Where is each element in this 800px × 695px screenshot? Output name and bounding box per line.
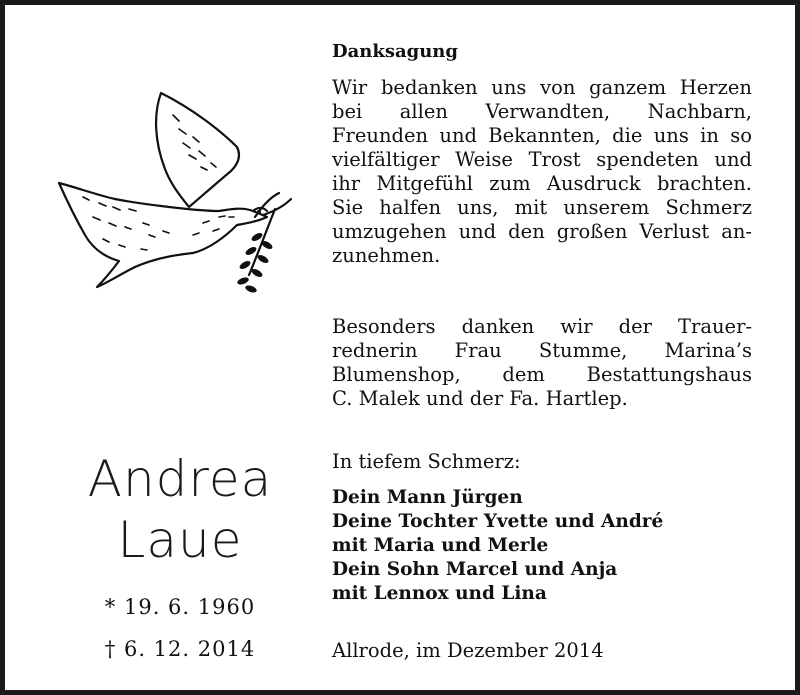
special-thanks-paragraph xyxy=(332,315,752,411)
text-line: Blumenshop, dem Bestattungshaus xyxy=(332,363,752,386)
text-line: Freunden und Bekannten, die uns in so xyxy=(332,124,752,147)
death-date: † 6. 12. 2014 xyxy=(104,637,256,661)
text-line: bei allen Verwandten, Nachbarn, xyxy=(332,100,752,123)
mourner-line: mit Maria und Merle xyxy=(332,535,549,556)
text-line: Wir bedanken uns von ganzem Herzen xyxy=(332,76,752,99)
text-line: C. Malek und der Fa. Hartlep. xyxy=(332,387,628,410)
text-line: Besonders danken wir der Trauer- xyxy=(332,315,752,338)
heading: Danksagung xyxy=(332,41,458,62)
place-date: Allrode, im Dezember 2014 xyxy=(332,639,604,662)
mourner-line: Deine Tochter Yvette und André xyxy=(332,511,664,532)
text-line: vielfältiger Weise Trost spendeten und xyxy=(332,148,752,171)
thanks-paragraph xyxy=(332,76,752,268)
text-line: zunehmen. xyxy=(332,244,441,267)
mourner-line: Dein Mann Jürgen xyxy=(332,487,523,508)
last-name: Laue xyxy=(117,511,243,569)
mourner-line: mit Lennox und Lina xyxy=(332,583,547,604)
first-name: Andrea xyxy=(87,450,273,508)
mourners-list xyxy=(332,486,752,606)
dove-with-olive-branch-icon xyxy=(53,85,293,305)
birth-date: * 19. 6. 1960 xyxy=(104,595,256,619)
mourner-line: Dein Sohn Marcel und Anja xyxy=(332,559,618,580)
text-line: Sie halfen uns, mit unserem Schmerz xyxy=(332,196,752,219)
text-line: umzugehen und den großen Verlust an- xyxy=(332,220,752,243)
text-line: ihr Mitgefühl zum Ausdruck brachten. xyxy=(332,172,752,195)
text-line: rednerin Frau Stumme, Marina’s xyxy=(332,339,752,362)
mourners-intro: In tiefem Schmerz: xyxy=(332,450,521,473)
